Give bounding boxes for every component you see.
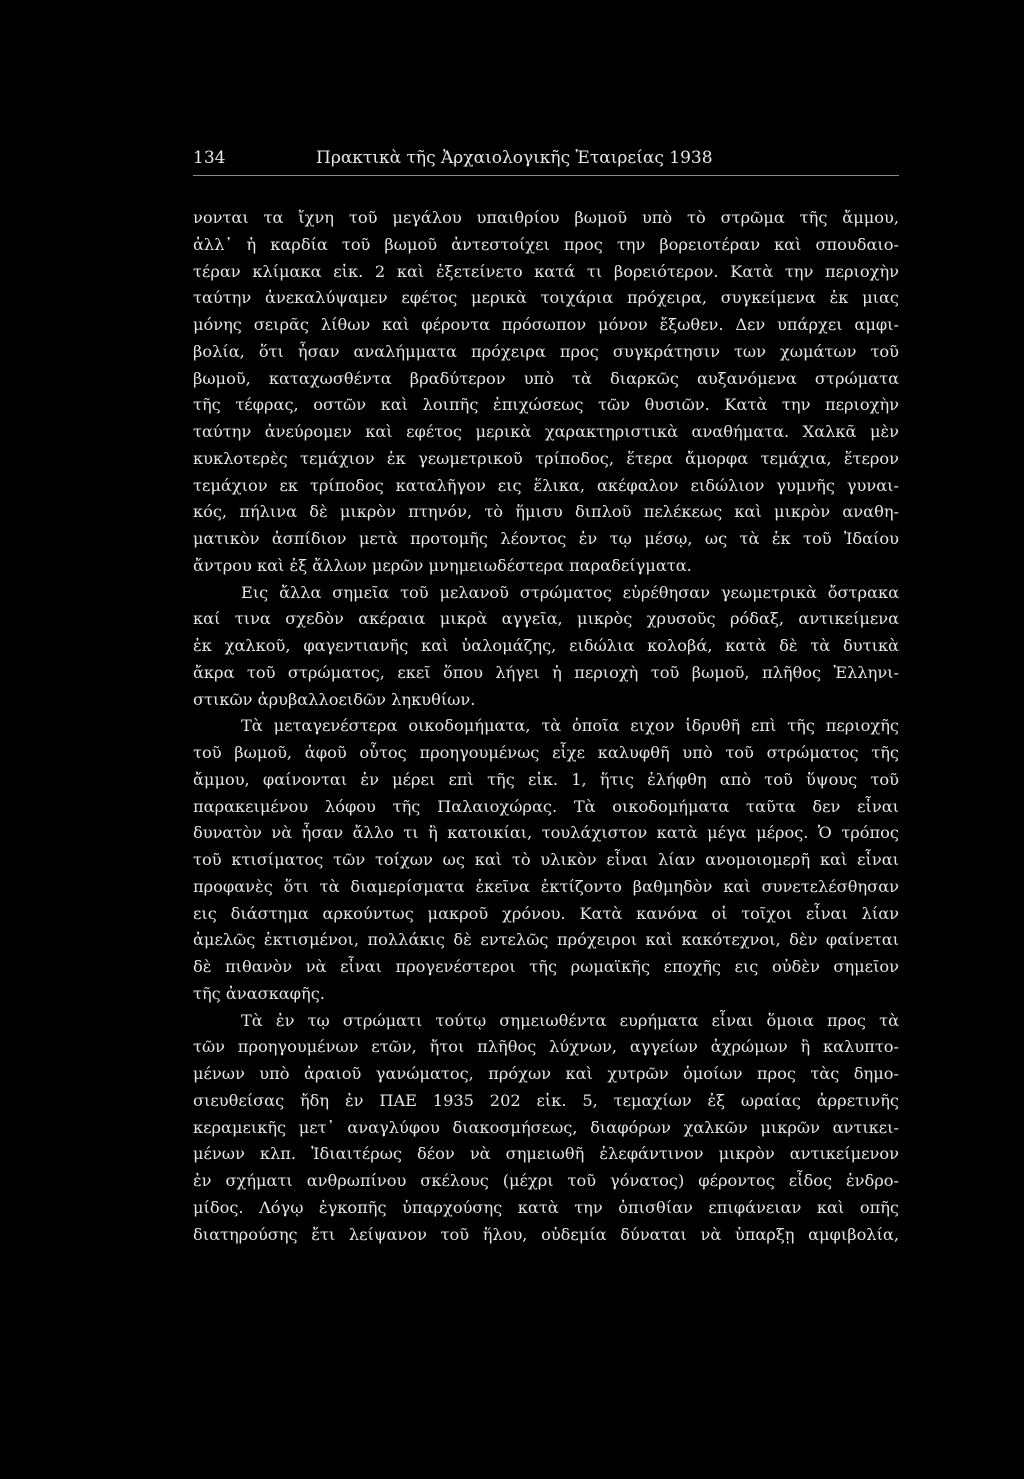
text-line: τῶν προηγουμένων ετῶν, ἤτοι πλῆθος λύχνων, αγγείων ἀχρώμων ἢ καλυπτο- bbox=[193, 1037, 899, 1057]
text-line: Εις ἄλλα σημεῖα τοῦ μελανοῦ στρώματος εὑρέθησαν γεωμετρικὰ ὄστρακα bbox=[241, 582, 899, 602]
text-line: κυκλοτερὲς τεμάχιον ἐκ γεωμετρικοῦ τρίποδος, ἕτερα ἄμορφα τεμάχια, ἕτερον bbox=[193, 448, 899, 468]
text-line: μόνης σειρᾶς λίθων καὶ φέροντα πρόσωπον μόνον ἔξωθεν. Δεν υπάρχει αμφι- bbox=[193, 315, 899, 334]
text-line: κεραμεικῆς μετ᾽ αναγλύφου διακοσμήσεως, διαφόρων χαλκῶν μικρῶν αντικει- bbox=[193, 1117, 899, 1137]
text-line: βολία, ὅτι ἦσαν αναλήμματα πρόχειρα προς συγκράτησιν των χωμάτων τοῦ bbox=[193, 341, 899, 361]
running-header bbox=[193, 148, 899, 178]
text-line: Τὰ ἐν τῳ στρώματι τούτῳ σημειωθέντα ευρήματα εἶναι ὅμοια προς τὰ bbox=[241, 1010, 899, 1030]
text-line: ἐν σχήματι ανθρωπίνου σκέλους (μέχρι τοῦ γόνατος) φέροντος εἶδος ἐνδρο- bbox=[193, 1171, 899, 1190]
text-line: εις διάστημα αρκούντως μακροῦ χρόνου. Κατὰ κανόνα οἱ τοῖχοι εἶναι λίαν bbox=[193, 903, 899, 923]
text-line: ἀμελῶς ἐκτισμένοι, πολλάκις δὲ εντελῶς πρόχειροι καὶ κακότεχνοι, δὲν φαίνεται bbox=[193, 930, 899, 950]
text-line: κός, πήλινα δὲ μικρὸν πτηνόν, τὸ ἥμισυ διπλοῦ πελέκεως καὶ μικρὸν αναθη- bbox=[193, 502, 899, 522]
text-line: προφανὲς ὅτι τὰ διαμερίσματα ἐκεῖνα ἐκτίζοντο βαθμηδὸν καὶ συνετελέσθησαν bbox=[193, 876, 899, 896]
text-line: ἐκ χαλκοῦ, φαγεντιανῆς καὶ ὑαλομάζης, ειδώλια κολοβά, κατὰ δὲ τὰ δυτικὰ bbox=[193, 636, 899, 655]
text-line: ἄντρου καὶ ἐξ ἄλλων μερῶν μνημειωδέστερα παραδείγματα. bbox=[193, 555, 692, 575]
text-line: τοῦ βωμοῦ, ἀφοῦ οὗτος προηγουμένως εἶχε καλυφθῆ υπὸ τοῦ στρώματος τῆς bbox=[193, 743, 899, 762]
text-line: ταύτην ἀνεύρομεν καὶ εφέτος μερικὰ χαρακτηριστικὰ αναθήματα. Χαλκᾶ μὲν bbox=[193, 422, 899, 441]
text-line: Τὰ μεταγενέστερα οικοδομήματα, τὰ ὁποῖα ειχον ἱδρυθῆ επὶ τῆς περιοχῆς bbox=[241, 716, 899, 736]
text-line: καί τινα σχεδὸν ακέραια μικρὰ αγγεῖα, μικρὸς χρυσοῦς ρόδαξ, αντικείμενα bbox=[193, 609, 899, 629]
text-line: μένων υπὸ ἀραιοῦ γανώματος, πρόχων καὶ χυτρῶν ὁμοίων προς τὰς δημο- bbox=[193, 1064, 899, 1083]
page-number: 134 bbox=[193, 148, 226, 168]
running-title: Πρακτικὰ τῆς Ἀρχαιολογικῆς Ἑταιρείας 1938 bbox=[316, 148, 713, 168]
body-text bbox=[193, 205, 899, 1248]
text-line: παρακειμένου λόφου τῆς Παλαιοχώρας. Τὰ οικοδομήματα ταῦτα δεν εἶναι bbox=[193, 796, 899, 816]
text-line: διατηρούσης ἔτι λείψανον τοῦ ἥλου, οὐδεμία δύναται νὰ ὑπαρξῃ αμφιβολία, bbox=[193, 1224, 899, 1244]
text-line: μίδος. Λόγῳ ἐγκοπῆς ὑπαρχούσης κατὰ την ὀπισθίαν επιφάνειαν καὶ οπῆς bbox=[193, 1197, 899, 1217]
text-line: τοῦ κτισίματος τῶν τοίχων ως καὶ τὸ υλικὸν εἶναι λίαν ανομοιομερῆ καὶ εἶναι bbox=[193, 850, 899, 869]
header-rule bbox=[193, 175, 899, 176]
text-line: στικῶν ἀρυβαλλοειδῶν ληκυθίων. bbox=[193, 689, 476, 709]
text-line: δυνατὸν νὰ ἦσαν ἄλλο τι ἢ κατοικίαι, τουλάχιστον κατὰ μέγα μέρος. Ὁ τρόπος bbox=[193, 823, 899, 843]
text-line: τέραν κλίμακα εἰκ. 2 καὶ ἐξετείνετο κατά τι βορειότερον. Κατὰ την περιοχὴν bbox=[193, 261, 899, 281]
text-line: δὲ πιθανὸν νὰ εἶναι προγενέστεροι τῆς ρωμαϊκῆς εποχῆς εις οὐδὲν σημεῖον bbox=[193, 957, 899, 976]
text-line: ἄκρα τοῦ στρώματος, εκεῖ ὅπου λήγει ἡ περιοχὴ τοῦ βωμοῦ, πλῆθος Ἑλληνι- bbox=[193, 662, 899, 682]
text-line: ἄμμου, φαίνονται ἐν μέρει επὶ τῆς εἰκ. 1, ἥτις ἐλήφθη απὸ τοῦ ὕψους τοῦ bbox=[193, 769, 899, 789]
text-line: τῆς ἀνασκαφῆς. bbox=[193, 983, 325, 1003]
text-line: νονται τα ἴχνη τοῦ μεγάλου υπαιθρίου βωμοῦ υπὸ τὸ στρῶμα τῆς ἄμμου, bbox=[193, 208, 899, 227]
text-line: τῆς τέφρας, οστῶν καὶ λοιπῆς ἐπιχώσεως τῶν θυσιῶν. Κατὰ την περιοχὴν bbox=[193, 395, 899, 415]
text-line: σιευθείσας ἤδη ἐν ΠΑΕ 1935 202 εἰκ. 5, τεμαχίων ἐξ ωραίας ἀρρετινῆς bbox=[193, 1090, 899, 1110]
text-line: μένων κλπ. Ἰδιαιτέρως δέον νὰ σημειωθῆ ἐλεφάντινον μικρὸν αντικείμενον bbox=[193, 1144, 899, 1164]
text-line: βωμοῦ, καταχωσθέντα βραδύτερον υπὸ τὰ διαρκῶς αυξανόμενα στρώματα bbox=[193, 368, 899, 388]
text-line: ἀλλ᾽ ἡ καρδία τοῦ βωμοῦ ἀντεστοίχει προς την βορειοτέραν καὶ σπουδαιο- bbox=[193, 234, 899, 254]
text-line: τεμάχιον εκ τρίποδος καταλῆγον εις ἕλικα, ακέφαλον ειδώλιον γυμνῆς γυναι- bbox=[193, 475, 899, 495]
text-line: ματικὸν ἀσπίδιον μετὰ προτομῆς λέοντος ἐν τῳ μέσῳ, ως τὰ ἐκ τοῦ Ἰδαίου bbox=[193, 529, 899, 548]
text-line: ταύτην ἀνεκαλύψαμεν εφέτος μερικὰ τοιχάρια πρόχειρα, συγκείμενα ἐκ μιας bbox=[193, 288, 899, 308]
